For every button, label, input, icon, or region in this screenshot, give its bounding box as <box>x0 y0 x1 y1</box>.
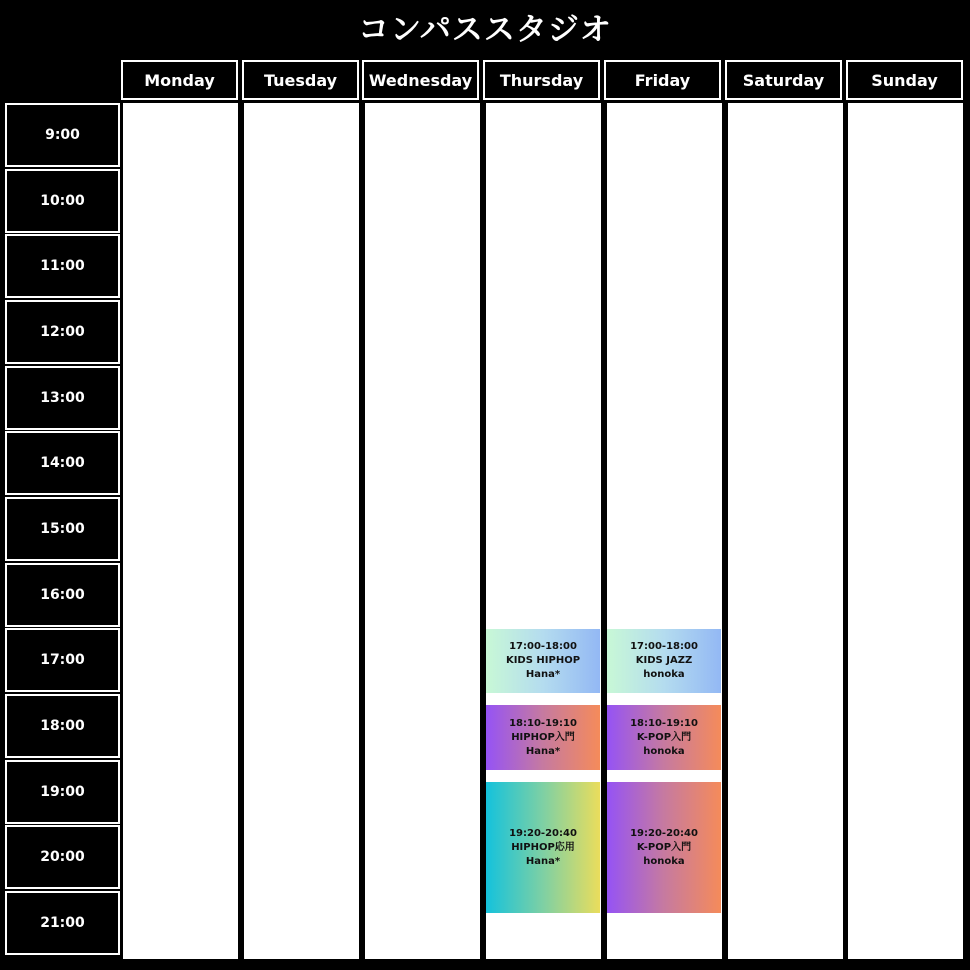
class-block-fri-kpop-intro-late[interactable] <box>607 782 721 913</box>
class-name: K-POP入門 <box>636 841 692 853</box>
class-block-thu-hiphop-intro[interactable] <box>486 705 600 770</box>
class-time: 18:10-19:10 <box>630 717 698 729</box>
time-slot: 11:00 <box>5 234 120 298</box>
time-slot: 13:00 <box>5 366 120 430</box>
day-header-wednesday: Wednesday <box>362 60 479 100</box>
class-block-thu-kids-hiphop[interactable] <box>486 629 600 693</box>
day-column-tuesday <box>244 103 359 959</box>
day-header-friday: Friday <box>604 60 721 100</box>
time-slot: 14:00 <box>5 431 120 495</box>
day-header-sunday: Sunday <box>846 60 963 100</box>
class-time: 17:00-18:00 <box>630 641 698 652</box>
time-slot: 21:00 <box>5 891 120 955</box>
time-slot: 17:00 <box>5 628 120 692</box>
time-slot: 12:00 <box>5 300 120 364</box>
time-slot: 15:00 <box>5 497 120 561</box>
day-column-wednesday <box>365 103 480 959</box>
class-block-thu-hiphop-applied[interactable] <box>486 782 600 913</box>
time-slot: 9:00 <box>5 103 120 167</box>
page-title: コンパススタジオ <box>358 12 612 48</box>
day-header-saturday: Saturday <box>725 60 842 100</box>
class-time: 19:20-20:40 <box>630 827 698 839</box>
day-header-thursday: Thursday <box>483 60 600 100</box>
day-column-sunday <box>848 103 963 959</box>
day-column-saturday <box>728 103 843 959</box>
class-name: KIDS JAZZ <box>635 655 693 666</box>
day-header-monday: Monday <box>121 60 238 100</box>
class-name: HIPHOP応用 <box>511 841 575 853</box>
day-column-monday <box>123 103 238 959</box>
class-time: 19:20-20:40 <box>509 827 577 839</box>
class-block-fri-kpop-intro[interactable] <box>607 705 721 770</box>
class-instructor: honoka <box>643 669 685 680</box>
time-slot: 10:00 <box>5 169 120 233</box>
class-instructor: Hana* <box>525 669 561 680</box>
class-name: HIPHOP入門 <box>511 731 575 743</box>
class-name: K-POP入門 <box>636 731 692 743</box>
time-slot: 20:00 <box>5 825 120 889</box>
class-instructor: Hana* <box>525 745 561 757</box>
class-time: 18:10-19:10 <box>509 717 577 729</box>
time-slot: 16:00 <box>5 563 120 627</box>
class-time: 17:00-18:00 <box>509 641 577 652</box>
class-instructor: honoka <box>643 745 685 757</box>
time-slot: 19:00 <box>5 760 120 824</box>
day-header-tuesday: Tuesday <box>242 60 359 100</box>
class-instructor: Hana* <box>525 855 561 867</box>
class-instructor: honoka <box>643 855 685 867</box>
class-block-fri-kids-jazz[interactable] <box>607 629 721 693</box>
class-name: KIDS HIPHOP <box>505 655 581 666</box>
time-slot: 18:00 <box>5 694 120 758</box>
